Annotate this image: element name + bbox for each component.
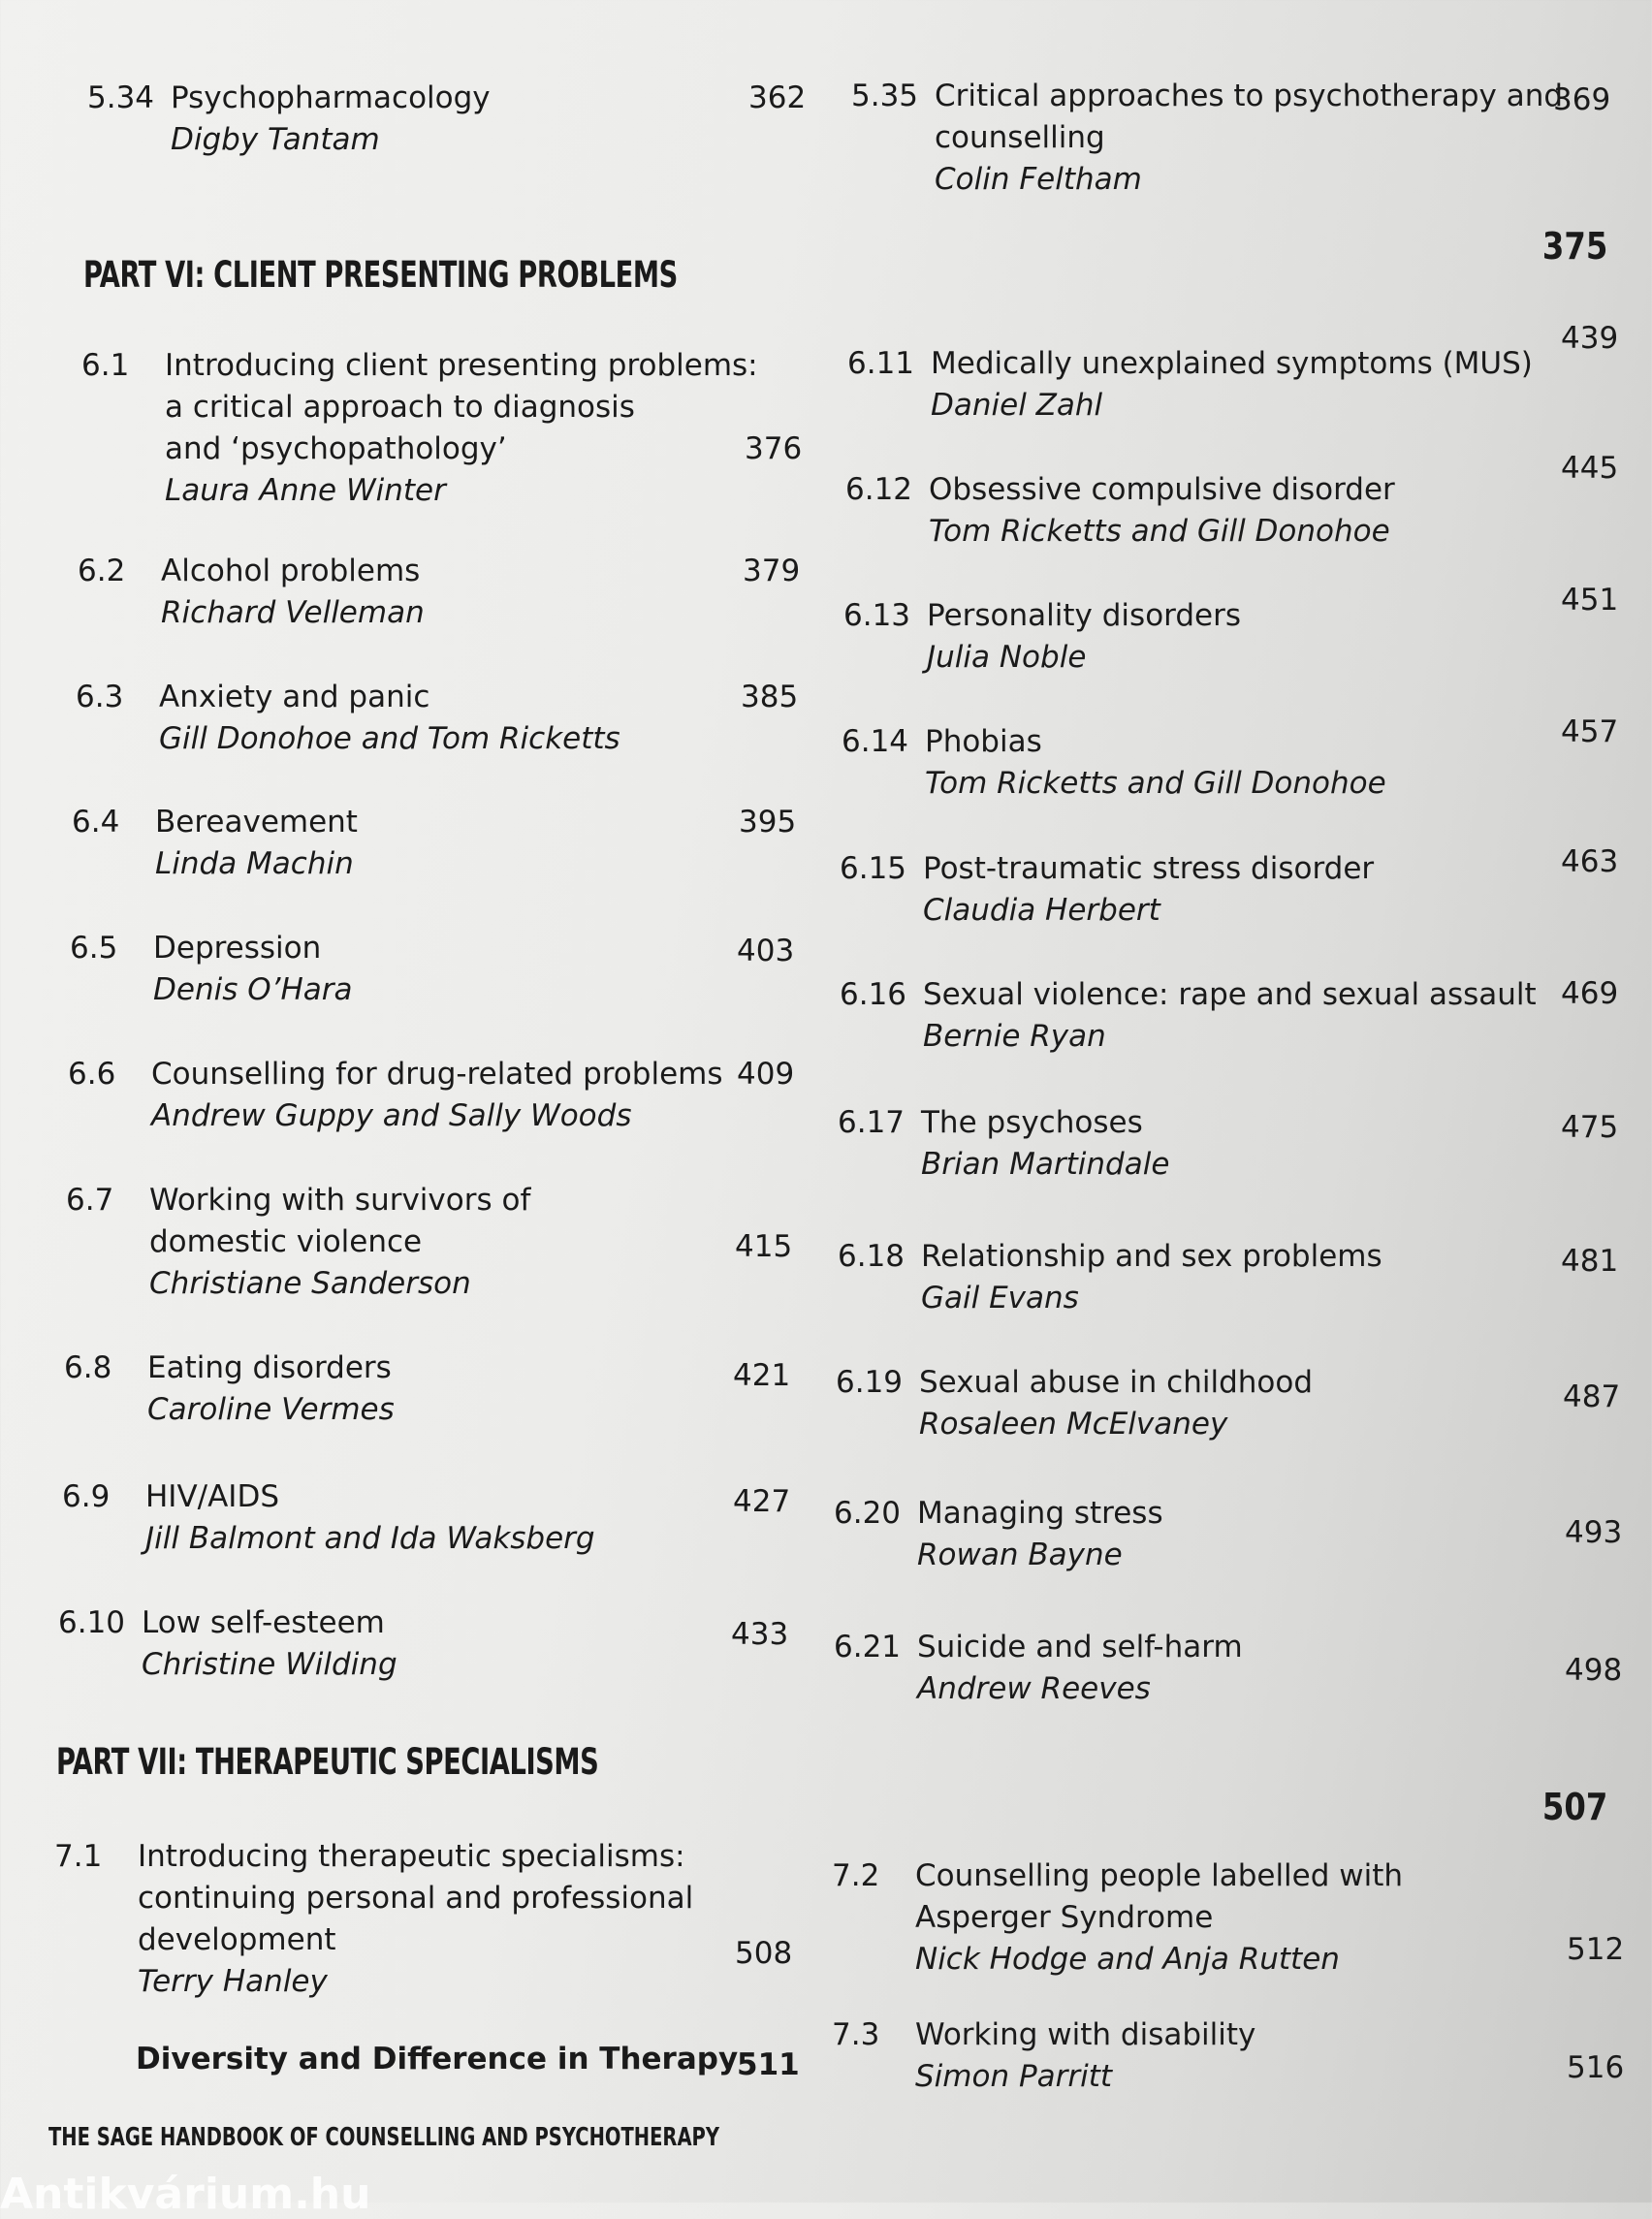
entry-title: development xyxy=(138,1922,336,1957)
entry-number: 6.21 xyxy=(834,1630,902,1664)
entry-page-number: 498 xyxy=(1565,1653,1623,1688)
entry-body xyxy=(929,469,1395,553)
entry-number: 6.1 xyxy=(81,348,130,383)
entry-author: Laura Anne Winter xyxy=(165,473,446,508)
entry-title: Sexual violence: rape and sexual assault xyxy=(923,977,1537,1012)
entry-author: Simon Parritt xyxy=(915,2059,1113,2094)
entry-number: 6.11 xyxy=(847,346,915,381)
entry-number: 6.18 xyxy=(838,1239,905,1274)
entry-title: Psychopharmacology xyxy=(171,80,491,115)
entry-title: continuing personal and professional xyxy=(138,1881,694,1916)
entry-number: 6.13 xyxy=(843,598,911,633)
entry-body xyxy=(917,1493,1163,1576)
entry-number: 6.15 xyxy=(840,851,907,886)
entry-author: Linda Machin xyxy=(155,846,354,881)
entry-author: Terry Hanley xyxy=(138,1964,328,1999)
entry-body xyxy=(925,721,1386,805)
entry-number: 7.1 xyxy=(54,1839,103,1874)
entry-body xyxy=(151,1054,722,1137)
watermark: Antikvárium.hu xyxy=(0,2170,371,2219)
entry-author: Christiane Sanderson xyxy=(149,1266,471,1301)
entry-title: and ‘psychopathology’ xyxy=(165,431,507,466)
entry-title: Eating disorders xyxy=(147,1350,392,1385)
entry-page-number: 421 xyxy=(733,1358,791,1393)
entry-title: Post-traumatic stress disorder xyxy=(923,851,1375,886)
entry-title: Obsessive compulsive disorder xyxy=(929,472,1395,507)
entry-page-number: 369 xyxy=(1553,82,1611,117)
entry-title: Managing stress xyxy=(917,1496,1163,1531)
entry-body xyxy=(155,802,358,885)
entry-author: Gail Evans xyxy=(921,1281,1079,1316)
entry-title: Counselling people labelled with xyxy=(915,1858,1404,1893)
entry-page-number: 481 xyxy=(1561,1244,1619,1279)
part-7-heading: PART VII: THERAPEUTIC SPECIALISMS xyxy=(56,1741,599,1783)
entry-page-number: 508 xyxy=(735,1936,793,1971)
entry-number: 6.3 xyxy=(76,680,124,714)
entry-title: counselling xyxy=(935,120,1105,155)
entry-page-number: 512 xyxy=(1567,1932,1625,1967)
entry-number: 6.14 xyxy=(842,724,909,759)
entry-page-number: 475 xyxy=(1561,1110,1619,1145)
entry-number: 5.35 xyxy=(851,79,919,113)
entry-number: 6.6 xyxy=(68,1057,116,1092)
entry-title: Alcohol problems xyxy=(161,554,421,588)
entry-page-number: 469 xyxy=(1561,976,1619,1011)
entry-author: Bernie Ryan xyxy=(923,1019,1106,1054)
entry-body xyxy=(153,928,353,1011)
entry-title: Critical approaches to psychotherapy and xyxy=(935,79,1564,113)
book-footer: THE SAGE HANDBOOK OF COUNSELLING AND PSYCHOTHERAPY xyxy=(48,2123,719,2152)
entry-author: Tom Ricketts and Gill Donohoe xyxy=(929,514,1390,549)
entry-body xyxy=(923,848,1374,932)
entry-author: Caroline Vermes xyxy=(147,1392,395,1427)
entry-author: Andrew Reeves xyxy=(917,1671,1151,1706)
entry-body xyxy=(917,1627,1243,1710)
entry-title: Counselling for drug-related problems xyxy=(151,1057,723,1092)
entry-author: Rosaleen McElvaney xyxy=(919,1407,1228,1442)
entry-page-number: 415 xyxy=(735,1229,793,1264)
entry-number: 6.19 xyxy=(836,1365,904,1400)
entry-number: 7.2 xyxy=(832,1858,880,1893)
entry-page-number: 457 xyxy=(1561,714,1619,749)
entry-title: Phobias xyxy=(925,724,1042,759)
entry-page-number: 395 xyxy=(739,805,797,840)
entry-body xyxy=(171,78,491,161)
entry-page-number: 427 xyxy=(733,1484,791,1519)
part-7-page-number: 507 xyxy=(1541,1786,1607,1828)
entry-page-number: 463 xyxy=(1561,844,1619,879)
entry-title: Sexual abuse in childhood xyxy=(919,1365,1314,1400)
part-6-heading: PART VI: CLIENT PRESENTING PROBLEMS xyxy=(83,254,678,296)
entry-number: 6.8 xyxy=(64,1350,112,1385)
part-6-page-number: 375 xyxy=(1541,225,1607,268)
entry-body xyxy=(915,2014,1255,2098)
entry-body xyxy=(921,1236,1382,1319)
entry-number: 6.16 xyxy=(840,977,907,1012)
entry-page-number: 433 xyxy=(731,1617,789,1652)
entry-number: 6.17 xyxy=(838,1105,905,1140)
entry-body xyxy=(138,1836,693,2003)
entry-title: The psychoses xyxy=(921,1105,1143,1140)
entry-page-number: 362 xyxy=(748,80,807,115)
entry-number: 6.9 xyxy=(62,1479,111,1514)
entry-number: 6.4 xyxy=(72,805,120,840)
entry-title: Working with disability xyxy=(915,2017,1256,2052)
entry-page-number: 439 xyxy=(1561,321,1619,356)
entry-author: Brian Martindale xyxy=(921,1147,1170,1182)
entry-page-number: 385 xyxy=(741,680,799,714)
entry-page-number: 451 xyxy=(1561,583,1619,618)
entry-body xyxy=(927,595,1241,679)
entry-title: Working with survivors of xyxy=(149,1183,531,1218)
entry-title: Depression xyxy=(153,931,322,966)
entry-page-number: 516 xyxy=(1567,2050,1625,2085)
entry-page-number: 445 xyxy=(1561,451,1619,486)
entry-page-number: 376 xyxy=(745,431,803,466)
entry-number: 6.10 xyxy=(58,1605,126,1640)
entry-title: domestic violence xyxy=(149,1224,423,1259)
diversity-heading: Diversity and Difference in Therapy xyxy=(136,2042,739,2076)
entry-body xyxy=(915,1855,1403,1981)
entry-body xyxy=(142,1602,397,1686)
diversity-page-number: 511 xyxy=(737,2047,800,2082)
entry-author: Denis O’Hara xyxy=(153,972,353,1007)
entry-body xyxy=(923,974,1537,1058)
entry-author: Tom Ricketts and Gill Donohoe xyxy=(925,766,1386,801)
entry-body xyxy=(935,76,1563,201)
entry-page-number: 403 xyxy=(737,934,795,968)
entry-author: Andrew Guppy and Sally Woods xyxy=(151,1098,632,1133)
entry-title: Personality disorders xyxy=(927,598,1242,633)
entry-title: Relationship and sex problems xyxy=(921,1239,1382,1274)
entry-number: 5.34 xyxy=(87,80,155,115)
entry-page-number: 409 xyxy=(737,1057,795,1092)
entry-title: HIV/AIDS xyxy=(145,1479,280,1514)
entry-title: Asperger Syndrome xyxy=(915,1900,1214,1935)
entry-author: Julia Noble xyxy=(927,640,1087,675)
entry-number: 6.12 xyxy=(845,472,913,507)
entry-author: Richard Velleman xyxy=(161,595,425,630)
entry-number: 6.7 xyxy=(66,1183,114,1218)
entry-author: Jill Balmont and Ida Waksberg xyxy=(145,1521,595,1556)
entry-author: Claudia Herbert xyxy=(923,893,1160,928)
entry-number: 6.20 xyxy=(834,1496,902,1531)
entry-author: Gill Donohoe and Tom Ricketts xyxy=(159,721,620,756)
entry-author: Christine Wilding xyxy=(142,1647,397,1682)
entry-author: Nick Hodge and Anja Rutten xyxy=(915,1942,1340,1977)
entry-body xyxy=(161,551,425,634)
entry-page-number: 487 xyxy=(1563,1379,1621,1414)
entry-body xyxy=(921,1102,1169,1186)
entry-body xyxy=(159,677,620,760)
entry-page-number: 379 xyxy=(743,554,801,588)
entry-author: Colin Feltham xyxy=(935,162,1142,197)
entry-number: 7.3 xyxy=(832,2017,880,2052)
entry-author: Digby Tantam xyxy=(171,122,380,157)
entry-title: Low self-esteem xyxy=(142,1605,385,1640)
entry-body xyxy=(147,1347,395,1431)
entry-number: 6.5 xyxy=(70,931,118,966)
entry-number: 6.2 xyxy=(78,554,126,588)
entry-title: Bereavement xyxy=(155,805,358,840)
entry-body xyxy=(919,1362,1313,1445)
entry-body xyxy=(145,1476,595,1560)
entry-title: Medically unexplained symptoms (MUS) xyxy=(931,346,1533,381)
entry-title: Introducing therapeutic specialisms: xyxy=(138,1839,685,1874)
entry-body xyxy=(149,1180,530,1305)
entry-page-number: 493 xyxy=(1565,1515,1623,1550)
entry-body xyxy=(165,345,758,512)
entry-title: Introducing client presenting problems: xyxy=(165,348,758,383)
entry-author: Rowan Bayne xyxy=(917,1537,1123,1572)
entry-body xyxy=(931,343,1533,427)
entry-title: a critical approach to diagnosis xyxy=(165,390,635,425)
entry-title: Anxiety and panic xyxy=(159,680,430,714)
entry-author: Daniel Zahl xyxy=(931,388,1103,423)
entry-title: Suicide and self-harm xyxy=(917,1630,1243,1664)
